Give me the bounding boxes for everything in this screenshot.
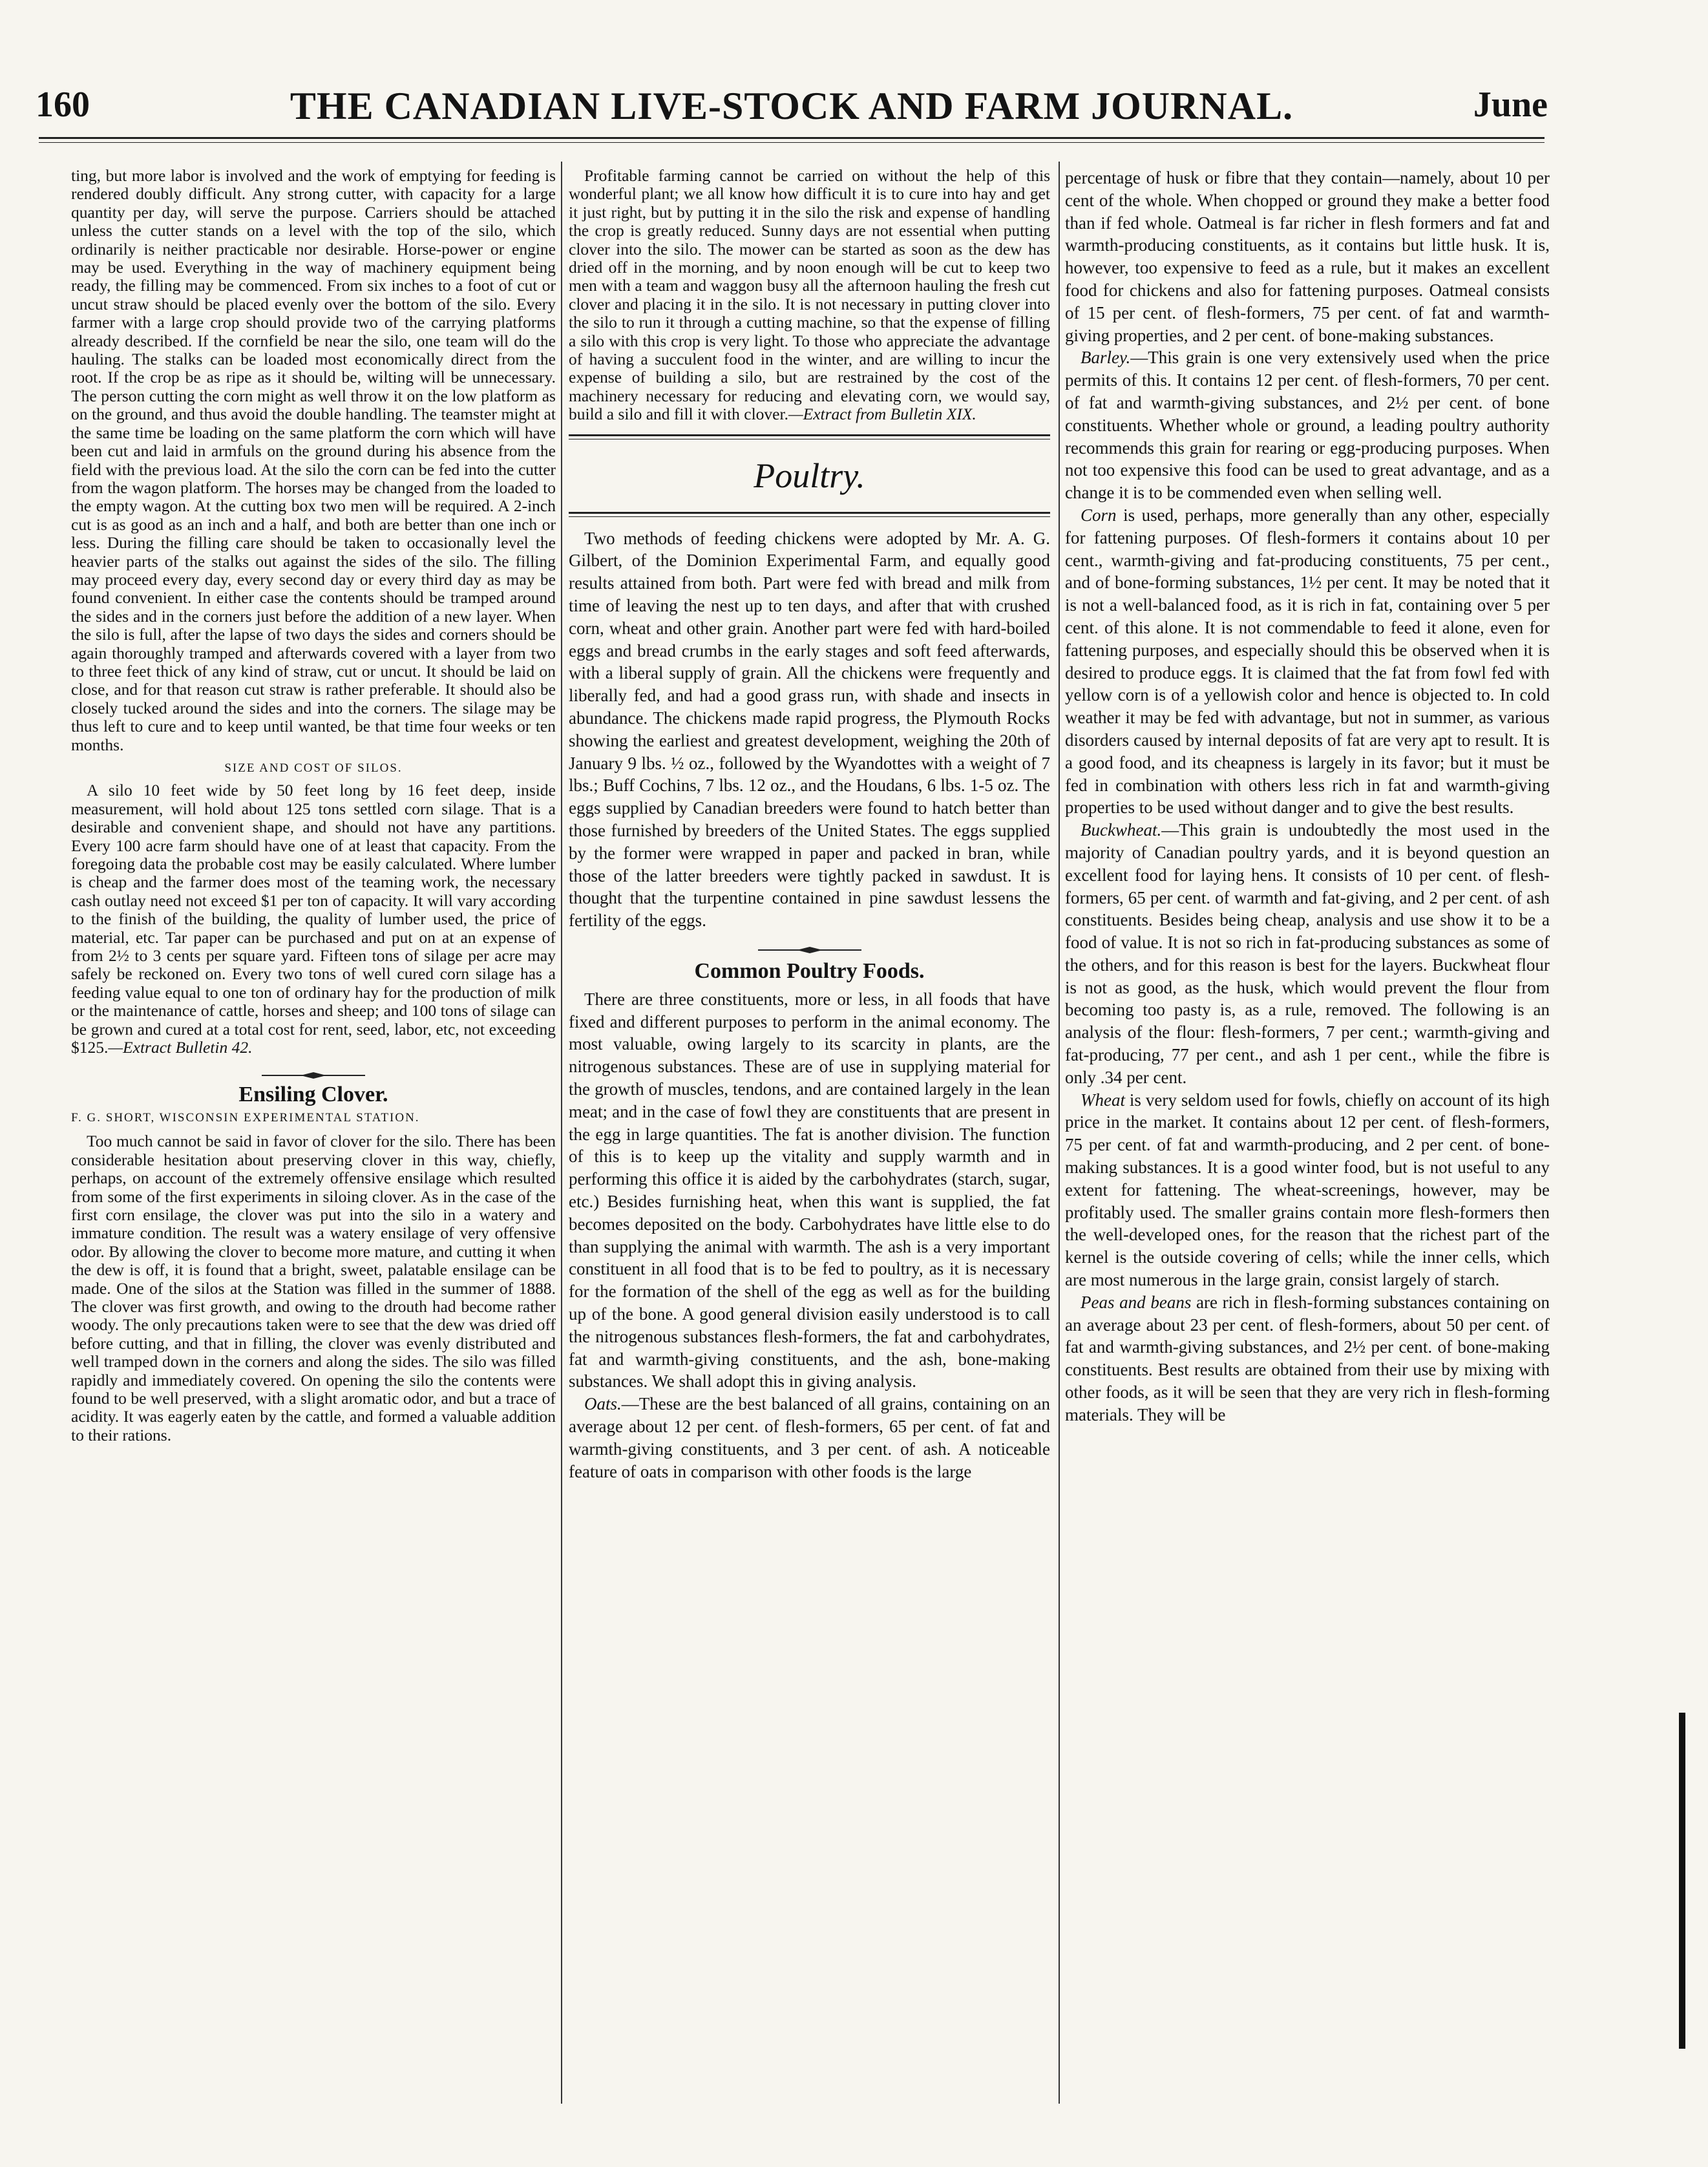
silo-cost-text: A silo 10 feet wide by 50 feet long by 16 feet deep, inside measurement, will hold about 125 tons settled corn silage. That is a desirable and convenient shape, and should not have any partitions. Every 100 acre farm should have one of at least that capacity. From the foregoing data the probable cost may be easily calculated. Where lumber is cheap and the farmer does most of the teaming work, the necessary cash outlay need not exceed $1 per ton of capacity. It will vary according to the finish of the building, the quality of lumber used, the price of material, etc. Tar paper can be purchased and put on at an expense of from 2½ to 3 cents per square yard. Fifteen tons of silage per acre may safely be reckoned on. Every two tons of well cured corn silage has a feeding value equal to one ton of ordinary hay for the production of milk or the maintenance of cattle, horses and sheep; and 100 tons of silage can be grown and cured at a total cost for rent, seed, labor, etc, not exceeding $125. bbox=[71, 781, 556, 1057]
common-poultry-foods-heading: Common Poultry Foods. bbox=[694, 959, 925, 984]
peas-beans-lead: Peas and beans bbox=[1081, 1292, 1192, 1312]
silo-filling-paragraph: ting, but more labor is involved and the work of emptying for feeding is rendered doubly difficult. Any strong cutter, with capacity for a large quantity per day, will serve the purpose. Carriers should be attached unless the cutter stands on a level with the top of the silo, which ordinarily is neither practicable nor desirable. Horse-power or engine may be used. Everything in the way of machinery equipment being ready, the filling may be commenced. From six inches to a foot of cut or uncut straw should be placed evenly over the bottom of the silo. Every farmer with a large crop should provide two of the carrying platforms already described. If the cornfield be near the silo, one team will do the hauling. The stalks can be loaded most economically direct from the root. If the crop be as ripe as it should be, wilting will be unnecessary. The person cutting the corn might as well throw it on the low platform as on the ground, and thus avoid the double handling. The teamster might at the same time be loading on the same platform the corn which will have been cut and laid in armfuls on the ground during his absence from the field with the previous load. At the silo the corn can be fed into the cutter from the wagon platform. The horses may be changed from the loaded to the empty wagon. At the cutting box two men will be required. A 2-inch cut is as good as an inch and a half, and both are better than one inch or less. During the filling care should be taken to occasionally level the heavier parts of the stalks out against the sides of the silo. The filling may proceed every day, every second day or every third day as may be found convenient. In either case the contents should be tramped around the sides and in the corners just before the addition of a new layer. When the silo is full, after the lapse of two days the sides and corners should be again thoroughly tramped and afterwards covered with a layer from two to three feet thick of any kind of straw, cut or uncut. It should be laid on close, and for that reason cut straw is rather preferable. It should also be closely tucked around the sides and into the corners. The silage may be thus left to cure and to keep until wanted, be that time four weeks or ten months. bbox=[71, 167, 556, 754]
corn-paragraph bbox=[1065, 504, 1550, 819]
silo-cost-source: —Extract Bulletin 42. bbox=[108, 1038, 253, 1057]
buckwheat-text: —This grain is undoubtedly the most used in the majority of Canadian poultry yards, and it is beyond question an excellent food for laying hens. It consists of 10 per cent. of flesh-formers, 65 per cent. of warmth and fat-giving, and 2 per cent. of ash constituents. Besides being cheap, analysis and use show it to be a food of value. It is not so rich in fat-producing substances as some of the others, and for this reason is best for the layers. Buckwheat flour is not as good, as the husk, which would prevent the flour from becoming too pasty is, as a rule, removed. The following is an analysis of the flour: flesh-formers, 7 per cent.; warmth-giving and fat-producing, 77 per cent., and ash 1 per cent., while the fibre is only .34 per cent. bbox=[1065, 820, 1550, 1087]
buckwheat-paragraph bbox=[1065, 819, 1550, 1089]
ensiling-clover-byline: F. G. SHORT, WISCONSIN EXPERIMENTAL STATION. bbox=[71, 1110, 420, 1125]
clover-silo-source: —Extract from Bulletin XIX. bbox=[788, 405, 976, 424]
poultry-section-title: Poultry. bbox=[754, 456, 865, 495]
corn-text: is used, perhaps, more generally than any other, especially for fattening purposes. Of flesh-formers it contains about 10 per cent., warmth-giving and fat-producing constituents, 75 per cent., and of bone-forming substances, 1½ per cent. It may be noted that it is not a well-balanced food, as it is rich in fat, containing over 5 per cent. of this alone. It is not commendable to feed it alone, even for fattening purposes, and especially should this be observed when it is desired to produce eggs. It is claimed that the fat from fowl fed with yellow corn is of a yellowish color and hence is objected to. In cold weather it may be fed with advantage, but not in summer, as various disorders caused by internal deposits of fat are very apt to result. It is a good food, and its cheapness is largely in its favor; but it must be fed in combination with others less rich in fat and warmth-giving properties to be used without danger and to give the best results. bbox=[1065, 505, 1550, 818]
buckwheat-lead: Buckwheat. bbox=[1081, 820, 1162, 840]
issue-month: June bbox=[1473, 85, 1548, 125]
header-rule-thin bbox=[39, 142, 1545, 143]
ensiling-clover-paragraph: Too much cannot be said in favor of clover for the silo. There has been considerable hesitation about preserving clover in this way, chiefly, perhaps, on account of the extremely offensive ensilage which resulted from some of the first experiments in siloing clover. As in the case of the first corn ensilage, the clover was put into the silo in a watery and immature condition. The result was a watery ensilage of very offensive odor. By allowing the clover to become more mature, and cutting it when the dew is off, it is found that a bright, sweet, palatable ensilage can be made. One of the silos at the Station was filled in the summer of 1888. The clover was first growth, and owing to the drouth had become rather woody. The only precautions taken were to see that the dew was dried off before cutting, and that in filling, the clover was evenly distributed and well tramped down in the corners and along the sides. The silo was filled rapidly and immediately covered. On opening the silo the contents were found to be well preserved, with a slight aromatic odor, and but a trace of acidity. It was eagerly eaten by the cattle, and formed a valuable addition to their rations. bbox=[71, 1132, 556, 1444]
column-middle bbox=[569, 167, 1050, 2115]
section-ornament bbox=[569, 946, 1050, 954]
page-number: 160 bbox=[36, 85, 90, 125]
size-and-cost-subheading: SIZE AND COST OF SILOS. bbox=[224, 761, 403, 775]
ensiling-clover-heading: Ensiling Clover. bbox=[238, 1082, 388, 1106]
column-right bbox=[1065, 167, 1550, 2115]
oats-continued-paragraph: percentage of husk or fibre that they contain—namely, about 10 per cent of the whole. When chopped or ground they make a better food than if fed whole. Oatmeal is far richer in flesh formers and fat and warmth-producing constituents, as it contains but little husk. It is, however, too expensive to feed as a rule, but it makes an excellent food for chickens and also for fattening purposes. Oatmeal consists of 15 per cent. of flesh-formers, 75 per cent. of fat and warmth-giving properties, and 2 per cent. of bone-making substances. bbox=[1065, 168, 1550, 345]
clover-silo-text: Profitable farming cannot be carried on without the help of this wonderful plant; we all know how difficult it is to cure into hay and get it just right, but by putting it in the silo the risk and expense of handling the crop is greatly reduced. Sunny days are not essential when putting clover into the silo. The mower can be started as soon as the dew has dried off in the morning, and by noon enough will be cut to keep two men with a team and waggon busy all the afternoon hauling the fresh cut clover and placing it in the silo. It is not necessary in putting clover into the silo to run it through a cutting machine, so that the expense of filling a silo with this crop is very light. To those who appreciate the advantage of having a succulent food in the winter, and are willing to incur the expense of building a silo, but are restrained by the cost of the machinery necessary for reducing and elevating corn, we would say, build a silo and fill it with clover. bbox=[569, 167, 1050, 424]
wheat-paragraph bbox=[1065, 1089, 1550, 1291]
oats-paragraph bbox=[569, 1393, 1050, 1483]
page-header bbox=[36, 84, 1548, 142]
silo-cost-paragraph bbox=[71, 781, 556, 1057]
oats-text: —These are the best balanced of all grains, containing on an average about 12 per cent. of flesh-formers, 65 per cent. of fat and warmth-giving constituents, and 3 per cent. of ash. A noticeable feature of oats in comparison with other foods is the large bbox=[569, 1394, 1050, 1481]
barley-paragraph bbox=[1065, 346, 1550, 504]
section-rule-bottom bbox=[569, 512, 1050, 517]
column-left bbox=[71, 167, 556, 2115]
section-ornament bbox=[71, 1072, 556, 1079]
feeding-chickens-paragraph: Two methods of feeding chickens were adopted by Mr. A. G. Gilbert, of the Dominion Experimental Farm, and equally good results attained from both. Part were fed with bread and milk from time of leaving the nest up to ten days, and after that with crushed corn, wheat and other grain. Another part were fed with hard-boiled eggs and bread crumbs in the early stages and soft feed afterwards, with a liberal supply of grain. All the chickens were frequently and liberally fed, and had a good grass run, with shade and insects in abundance. The chickens made rapid progress, the Plymouth Rocks showing the earliest and greatest development, weighing the 20th of January 9 lbs. ½ oz., followed by the Wyandottes with a weight of 7 lbs.; Buff Cochins, 7 lbs. 12 oz., and the Houdans, 6 lbs. 1-5 oz. The eggs supplied by Canadian breeders were found to hatch better than those furnished by breeders of the United States. The eggs supplied by the former were wrapped in paper and packed in bran, while those of the latter breeders were tightly packed in sawdust. It is thought that the turpentine contained in pine sawdust lessens the fertility of the eggs. bbox=[569, 528, 1050, 931]
header-rule bbox=[39, 137, 1545, 139]
barley-lead: Barley. bbox=[1081, 348, 1131, 368]
section-rule-top bbox=[569, 434, 1050, 439]
journal-title: THE CANADIAN LIVE-STOCK AND FARM JOURNAL. bbox=[290, 85, 1294, 127]
peas-beans-paragraph bbox=[1065, 1291, 1550, 1426]
barley-text: —This grain is one very extensively used when the price permits of this. It contains 12 per cent. of flesh-formers, 70 per cent. of fat and warmth-giving substances, and 2½ per cent. of bone constituents. Whether whole or ground, a leading poultry authority recommends this grain for rearing or egg-producing purposes. When not too expensive this food can be used to great advantage, and as a change it is to be commended even when selling well. bbox=[1065, 348, 1550, 503]
corn-lead: Corn bbox=[1081, 505, 1117, 525]
scan-edge-mark bbox=[1679, 1713, 1685, 2049]
oats-lead: Oats. bbox=[584, 1394, 622, 1414]
peas-beans-text: are rich in flesh-forming substances containing on an average about 23 per cent. of flesh-formers, about 50 per cent. of fat and warmth-giving substances, and 2½ per cent. of bone-making constituents. Best results are obtained from their use by mixing with other foods, as it will be seen that they are very rich in flesh-forming materials. They will be bbox=[1065, 1292, 1550, 1424]
clover-silo-paragraph bbox=[569, 167, 1050, 424]
column-divider bbox=[561, 162, 562, 2104]
wheat-lead: Wheat bbox=[1081, 1090, 1125, 1110]
wheat-text: is very seldom used for fowls, chiefly on account of its high price in the market. It contains about 12 per cent. of flesh-formers, 75 per cent. of fat and warmth-producing, and 2 per cent. of bone-making substances. It is a good winter food, but is not useful to any extent for fattening. The wheat-screenings, however, may be profitably used. The smaller grains contain more flesh-formers then the well-developed ones, for the reason that the richest part of the kernel is the outside covering of cells; while the inner cells, which are most numerous in the large grain, consist largely of starch. bbox=[1065, 1090, 1550, 1290]
column-divider bbox=[1059, 162, 1060, 2104]
constituents-paragraph: There are three constituents, more or less, in all foods that have fixed and different purposes to perform in the animal economy. The most valuable, owing largely to its scarcity in plants, are the nitrogenous substances. These are of use in supplying material for the growth of muscles, tendons, and are contained largely in the lean meat; and in the case of fowl they are constituents that are present in the egg in large quantities. The fat is another division. The function of this is to keep up the vitality and supply warmth and in performing this office it is aided by the carbohydrates (starch, sugar, etc.) Besides furnishing heat, when this want is supplied, the fat becomes deposited on the body. Carbohydrates have little else to do than supplying the animal with warmth. The ash is a very important constituent in all food that is to be fed to poultry, as it is necessary for the formation of the shell of the egg as well as for the building up of the bone. A good general division easily understood is to call the nitrogenous substances flesh-formers, the fat and carbohydrates, fat and warmth-giving constituents, and the ash, bone-making substances. We shall adopt this in giving analysis. bbox=[569, 989, 1050, 1391]
